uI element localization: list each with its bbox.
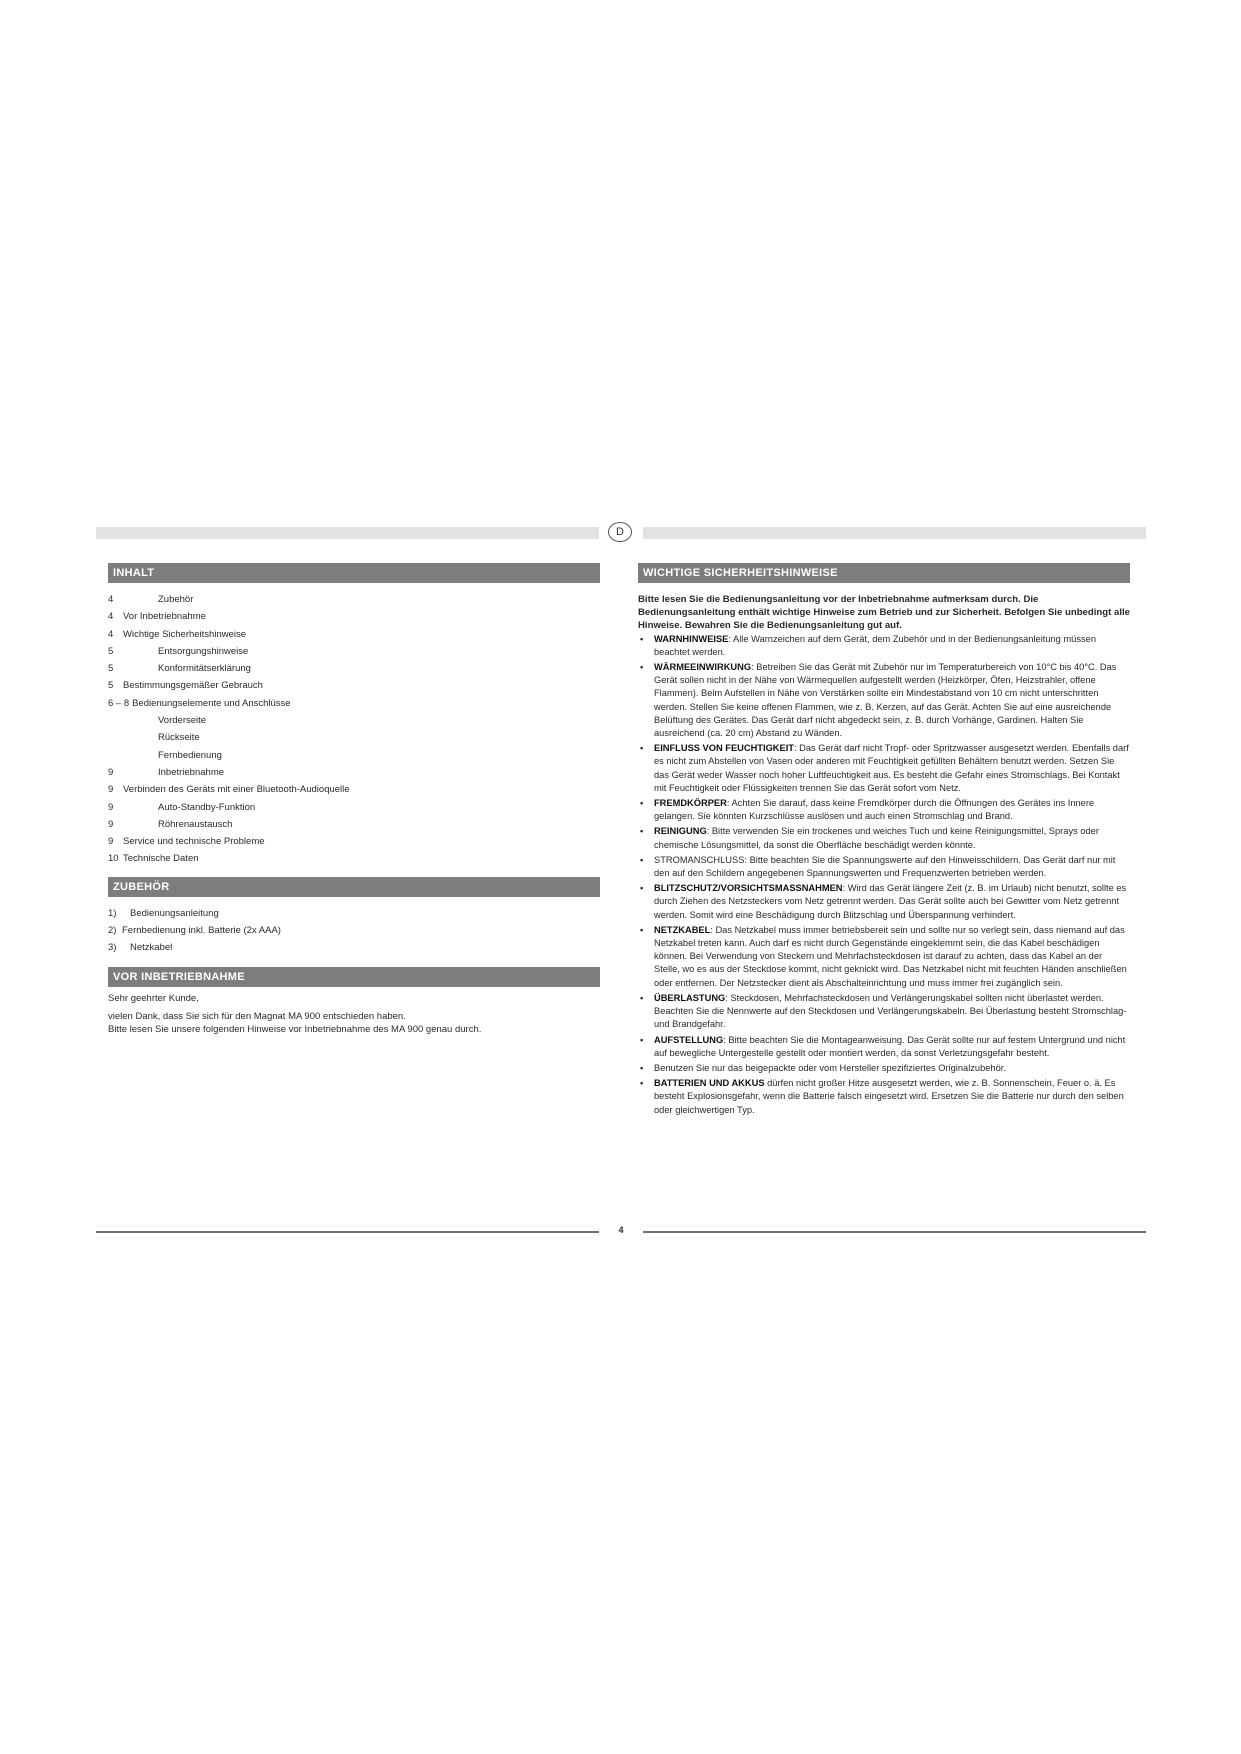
footer-rule-right xyxy=(643,1231,1146,1233)
accessory-number: 2) xyxy=(108,925,117,937)
bullet-icon: • xyxy=(640,854,644,865)
toc-page-number: 5 xyxy=(108,663,114,675)
toc-item xyxy=(108,816,600,833)
bullet-icon: • xyxy=(640,798,644,809)
safety-keyword: WARNHINWEISE xyxy=(654,633,729,644)
toc-label: Konformitätserklärung xyxy=(158,663,251,675)
toc-page-number: 5 xyxy=(108,645,114,657)
safety-item xyxy=(638,924,1130,990)
toc-page-number: 4 xyxy=(108,628,114,640)
safety-keyword: NETZKABEL xyxy=(654,924,711,935)
safety-keyword: WÄRMEEINWIRKUNG xyxy=(654,662,752,673)
safety-item xyxy=(638,661,1130,740)
toc-item xyxy=(108,677,600,694)
toc-page-number: 9 xyxy=(108,801,114,813)
toc-item xyxy=(108,660,600,677)
toc-page-number: 9 xyxy=(108,784,114,796)
right-column xyxy=(638,563,1130,1119)
toc-label: Zubehör xyxy=(158,594,194,605)
toc-item xyxy=(108,712,600,729)
accessory-item xyxy=(108,922,600,939)
safety-item xyxy=(638,633,1130,659)
safety-keyword: REINIGUNG xyxy=(654,826,707,837)
safety-text: : Bitte verwenden Sie ein trockenes und weiches Tuch und keine Reinigungsmittel, Sprays oder chemische Lösungsmittel, da sonst die Oberfläche beschädigt werden könnte. xyxy=(654,826,1099,850)
section-heading-zubehoer: ZUBEHÖR xyxy=(108,877,600,897)
bullet-icon: • xyxy=(640,826,644,837)
toc-label: Auto-Standby-Funktion xyxy=(158,801,256,813)
bullet-icon: • xyxy=(640,743,644,754)
toc-item xyxy=(108,608,600,625)
section-heading-sicherheit: WICHTIGE SICHERHEITSHINWEISE xyxy=(638,563,1130,583)
toc-page-number: 4 xyxy=(108,611,114,623)
bullet-icon: • xyxy=(640,662,644,673)
toc-label: Vorderseite xyxy=(158,715,207,727)
bullet-icon: • xyxy=(640,633,644,644)
toc-item xyxy=(108,729,600,746)
toc-page-number: 6 – 8 xyxy=(108,697,130,709)
safety-item xyxy=(638,882,1130,922)
safety-text: : Betreiben Sie das Gerät mit Zubehör nur im Temperaturbereich von 10°C bis 40°C. Das Gerät sollen nicht in der Nähe von Wärmequellen aufgestellt werden (Heizkörper, Öfen, Heizstrahler, offene Flammen). Beim Aufstellen in Nähe von Verstärken sollte ein Mindestabstand von 10 cm nicht unterschritten werden. Stellen Sie keine offenen Flammen, wie z. B. Kerzen, auf das Gerät. Achten Sie auf eine ausreichende Belüftung des Gerätes. Das Gerät darf nicht abgedeckt sein, z. B. durch Vorhänge, Gardinen. Halten Sie ausreichend (ca. 20 cm) Abstand zu Wänden. xyxy=(654,662,1117,739)
safety-text: dürfen nicht großer Hitze ausgesetzt werden, wie z. B. Sonnenschein, Feuer o. ä. Es besteht Explosionsgefahr, wenn die Batterie falsch eingesetzt wird. Ersetzen Sie die Batterie nur durch den selben oder gleichwertigen Typ. xyxy=(654,1078,1124,1115)
accessory-item xyxy=(108,939,600,956)
safety-text: : Achten Sie darauf, dass keine Fremdkörper durch die Öffnungen des Gerätes ins Innere gelangen. Sie könnten Kurzschlüsse auslösen und auch einen Stromschlag und Brand. xyxy=(654,798,1095,822)
toc-page-number: 4 xyxy=(108,594,114,605)
table-of-contents xyxy=(108,591,600,868)
toc-page-number: 9 xyxy=(108,766,114,778)
left-column xyxy=(108,563,600,1037)
safety-keyword: BATTERIEN UND AKKUS xyxy=(654,1078,765,1089)
toc-label: Bedienungselemente und Anschlüsse xyxy=(132,697,291,709)
accessory-number: 3) xyxy=(108,942,117,954)
read-instructions-line: Bitte lesen Sie unsere folgenden Hinweise vor Inbetriebnahme des MA 900 genau durch. xyxy=(108,1024,482,1036)
bullet-icon: • xyxy=(640,924,644,935)
toc-label: Entsorgungshinweise xyxy=(158,645,249,657)
toc-item xyxy=(108,747,600,764)
toc-label: Wichtige Sicherheitshinweise xyxy=(123,628,247,640)
toc-label: Fernbedienung xyxy=(158,749,222,761)
accessory-number: 1) xyxy=(108,907,117,919)
page-number: 4 xyxy=(618,1225,624,1235)
toc-item xyxy=(108,850,600,867)
language-badge: D xyxy=(608,522,632,542)
toc-page-number: 9 xyxy=(108,836,114,848)
toc-label: Vor Inbetriebnahme xyxy=(123,611,206,623)
safety-intro: Bitte lesen Sie die Bedienungsanleitung vor der Inbetriebnahme aufmerksam durch. Die Bedienungsanleitung enthält wichtige Hinweise zum Betrieb und zur Sicherheit. Befolgen Sie unbedingt alle Hinweise. Bewahren Sie die Bedienungsanleitung gut auf. xyxy=(638,594,1131,632)
safety-text: STROMANSCHLUSS: Bitte beachten Sie die Spannungswerte auf den Hinweisschildern. Das Gerät darf nur mit den auf den Schildern angegebenen Spannungswerten und Frequenzwerten betrieben werden. xyxy=(654,854,1116,879)
toc-page-number: 9 xyxy=(108,818,114,830)
safety-item xyxy=(638,825,1130,851)
toc-item xyxy=(108,781,600,798)
safety-item xyxy=(638,742,1130,795)
safety-text: : Wird das Gerät längere Zeit (z. B. im Urlaub) nicht benutzt, sollte es durch Ziehen des Netzsteckers vom Netz getrennt werden. Das Gerät sollte auch bei Gewitter vom Netz getrennt werden. Somit wird eine Beschädigung durch Blitzschlag und Überspannung verhindert. xyxy=(654,883,1127,920)
bullet-icon: • xyxy=(640,1034,644,1045)
toc-label: Bestimmungsgemäßer Gebrauch xyxy=(123,680,263,692)
accessory-label: Bedienungsanleitung xyxy=(130,907,219,919)
section-heading-vor-inbetriebnahme: VOR INBETRIEBNAHME xyxy=(108,967,600,987)
safety-keyword: BLITZSCHUTZ/VORSICHTSMASSNAHMEN xyxy=(654,883,843,894)
toc-item xyxy=(108,764,600,781)
accessories-list xyxy=(108,905,600,957)
thanks-line: vielen Dank, dass Sie sich für den Magnat MA 900 entschieden haben. xyxy=(108,1011,406,1023)
safety-keyword: FREMDKÖRPER xyxy=(654,798,727,809)
toc-page-number: 5 xyxy=(108,680,114,692)
accessory-item xyxy=(108,905,600,922)
bullet-icon: • xyxy=(640,1078,644,1089)
footer-rule-left xyxy=(96,1231,599,1233)
header-bar-right xyxy=(643,527,1146,539)
toc-label: Rückseite xyxy=(158,732,200,744)
section-heading-inhalt: INHALT xyxy=(108,563,600,583)
safety-text: : Das Gerät darf nicht Tropf- oder Spritzwasser ausgesetzt werden. Ebenfalls darf es nicht zum Abstellen von Vasen oder anderen mit Feuchtigkeit gefüllten Behältern benutzt werden. Setzen Sie das Gerät weder Wasser noch hoher Luftfeuchtigkeit aus. Es besteht die Gefahr eines Stromschlags. Bei Kontakt mit Feuchtigkeit oder Flüssigkeiten trennen Sie das Gerät sofort vom Netz. xyxy=(654,743,1129,793)
safety-text: : Bitte beachten Sie die Montageanweisung. Das Gerät sollte nur auf festem Untergrund und nicht auf bewegliche Untergestelle gestellt oder montiert werden, da sonst Verletzungsgefahr besteht. xyxy=(654,1034,1126,1058)
safety-keyword: ÜBERLASTUNG xyxy=(654,992,726,1003)
toc-item xyxy=(108,799,600,816)
safety-text: : Alle Warnzeichen auf dem Gerät, dem Zubehör und in der Bedienungsanleitung müssen beachtet werden. xyxy=(654,633,1096,657)
safety-text: Benutzen Sie nur das beigepackte oder vom Hersteller spezifiziertes Originalzubehör. xyxy=(654,1062,1006,1073)
safety-item xyxy=(638,1077,1130,1117)
safety-item xyxy=(638,1034,1130,1060)
accessory-label: Fernbedienung inkl. Batterie (2x AAA) xyxy=(122,925,281,937)
safety-item xyxy=(638,992,1130,1032)
toc-item xyxy=(108,591,600,608)
toc-label: Service und technische Probleme xyxy=(123,836,265,848)
safety-list xyxy=(638,633,1130,1117)
toc-item xyxy=(108,695,600,712)
safety-keyword: EINFLUSS VON FEUCHTIGKEIT xyxy=(654,743,794,754)
accessory-label: Netzkabel xyxy=(130,942,173,954)
toc-item xyxy=(108,643,600,660)
toc-item xyxy=(108,833,600,850)
bullet-icon: • xyxy=(640,1062,644,1073)
toc-label: Inbetriebnahme xyxy=(158,766,225,778)
toc-page-number: 10 xyxy=(108,853,119,865)
bullet-icon: • xyxy=(640,883,644,894)
safety-item xyxy=(638,1062,1130,1075)
safety-item xyxy=(638,797,1130,823)
toc-label: Technische Daten xyxy=(123,853,199,865)
greeting: Sehr geehrter Kunde, xyxy=(108,992,199,1004)
safety-item xyxy=(638,854,1130,880)
toc-item xyxy=(108,626,600,643)
bullet-icon: • xyxy=(640,992,644,1003)
safety-keyword: AUFSTELLUNG xyxy=(654,1034,724,1045)
safety-text: : Steckdosen, Mehrfachsteckdosen und Verlängerungskabel sollten nicht überlastet werden. Beachten Sie die Nennwerte auf den Steckdosen und Verlängerungskabeln. Bei Überlastung besteht Stromschlag- und Brandgefahr. xyxy=(654,992,1127,1030)
toc-label: Röhrenaustausch xyxy=(158,818,233,830)
toc-label: Verbinden des Geräts mit einer Bluetooth-Audioquelle xyxy=(123,784,350,796)
header-bar-left xyxy=(96,527,599,539)
safety-text: : Das Netzkabel muss immer betriebsbereit sein und sollte nur so verlegt sein, dass niemand auf das Netzkabel treten kann. Auch darf es nicht durch Gegenstände eingeklemmt sein, die das Kabel beschädigen können. Bei Verwendung von Steckern und Mehrfachsteckdosen ist darauf zu achten, dass das Kabel an der Stelle, wo es aus der Steckdose kommt, nicht geknickt wird. Das Netzkabel nicht mit feuchten Händen anschließen oder entfernen. Der Netzstecker dient als Abschalteinrichtung und muss immer frei zugänglich sein. xyxy=(654,924,1127,988)
